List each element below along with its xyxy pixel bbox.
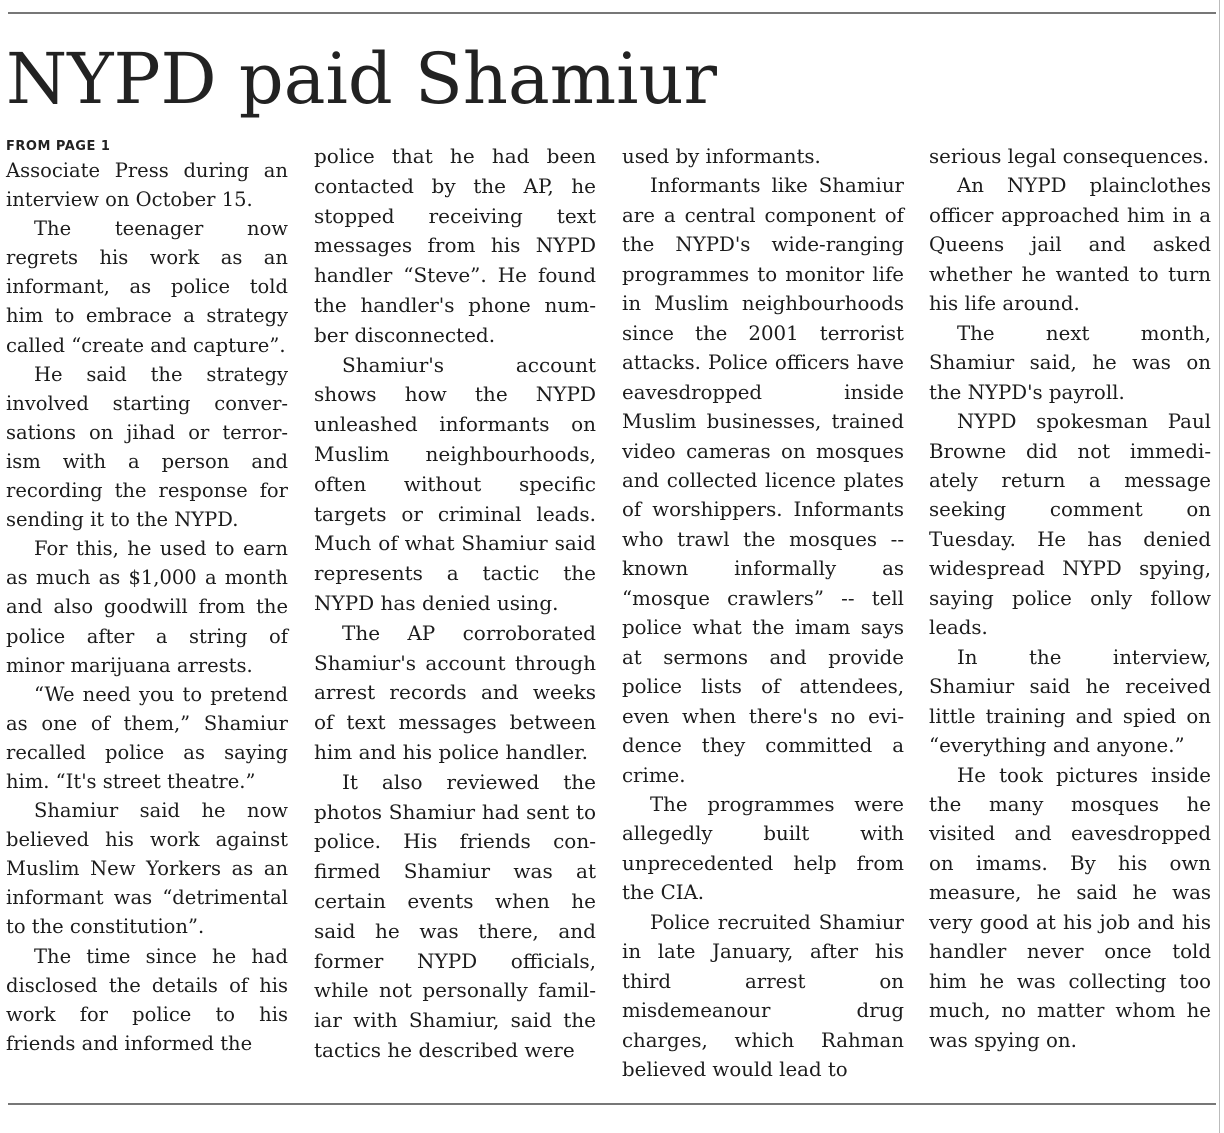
headline: NYPD paid Shamiur (6, 38, 718, 120)
article-column-2 (314, 138, 596, 1066)
paragraph: police that he had been contacted by the AP, he stopped receiving text messages from his NYPD handler “Steve”. He found the handler's phone number disconnected. (314, 144, 596, 347)
paragraph: serious legal consequences. (929, 145, 1210, 168)
paragraph: The programmes were allegedly built with unprecedented help from the CIA. (622, 792, 904, 905)
paragraph: used by informants. (622, 145, 821, 168)
page-edge (1219, 0, 1220, 1133)
paragraph: He said the strategy involved starting conversations on jihad or terrorism with a person and recording the response for sending it to the NYPD. (6, 362, 288, 532)
paragraph: The time since he had disclosed the details of his work for police to his friends and informed the (6, 944, 288, 1055)
article-column-1 (6, 138, 288, 1058)
paragraph: Associate Press during an interview on October 15. (6, 159, 288, 212)
paragraph: In the interview, Shamiur said he received little training and spied on “everything and anyone.” (929, 645, 1211, 758)
paragraph: The AP corroborated Shamiur's account through arrest records and weeks of text messages between him and his police handler. (314, 620, 596, 764)
paragraph: Shamiur's account shows how the NYPD unleashed informants on Muslim neighbourhoods, often without specific targets or criminal leads. Much of what Shamiur said represents a tactic the NYPD has denied using. (314, 352, 596, 615)
paragraph: “We need you to pretend as one of them,” Shamiur recalled police as saying him. “It's street theatre.” (6, 682, 288, 793)
article-column-3 (622, 138, 904, 1085)
paragraph: NYPD spokesman Paul Browne did not immediately return a message seeking comment on Tuesday. He has denied widespread NYPD spying, saying police only follow leads. (929, 410, 1211, 640)
paragraph: Police recruited Shamiur in late January, after his third arrest on misdemeanour drug charges, which Rahman believed would lead to (622, 910, 904, 1082)
paragraph: The teenager now regrets his work as an informant, as police told him to embrace a strategy called “create and capture”. (6, 217, 288, 357)
paragraph: Informants like Shamiur are a central component of the NYPD's wide-ranging programmes to monitor life in Muslim neighbourhoods since the 2001 terrorist attacks. Police officers have eavesdropped inside Muslim businesses, trained video cameras on mosques and collected licence plates of worshippers. Informants who trawl the mosques -- known informally as “mosque crawlers” -- tell police what the imam says at sermons and provide police lists of attendees, even when there's no evidence they committed a crime. (622, 174, 904, 787)
paragraph: Shamiur said he now believed his work against Muslim New Yorkers as an informant was “detrimental to the constitution”. (6, 799, 288, 939)
top-rule (8, 12, 1216, 14)
paragraph: The next month, Shamiur said, he was on the NYPD's payroll. (929, 321, 1211, 404)
paragraph: He took pictures inside the many mosques he visited and eavesdropped on imams. By his own measure, he said he was very good at his job and his handler never once told him he was collecting too much, no matter whom he was spying on. (929, 763, 1211, 1052)
paragraph: It also reviewed the photos Shamiur had sent to police. His friends confirmed Shamiur was at certain events when he said he was there, and former NYPD officials, while not personally familiar with Shamiur, said the tactics he described were (314, 769, 596, 1062)
paragraph: For this, he used to earn as much as $1,000 a month and also goodwill from the police after a string of minor marijuana arrests. (6, 537, 288, 677)
paragraph: An NYPD plainclothes officer approached him in a Queens jail and asked whether he wanted to turn his life around. (929, 174, 1211, 316)
bottom-rule (8, 1103, 1216, 1105)
kicker-from-page: FROM PAGE 1 (6, 139, 111, 154)
article-column-4 (929, 138, 1211, 1055)
